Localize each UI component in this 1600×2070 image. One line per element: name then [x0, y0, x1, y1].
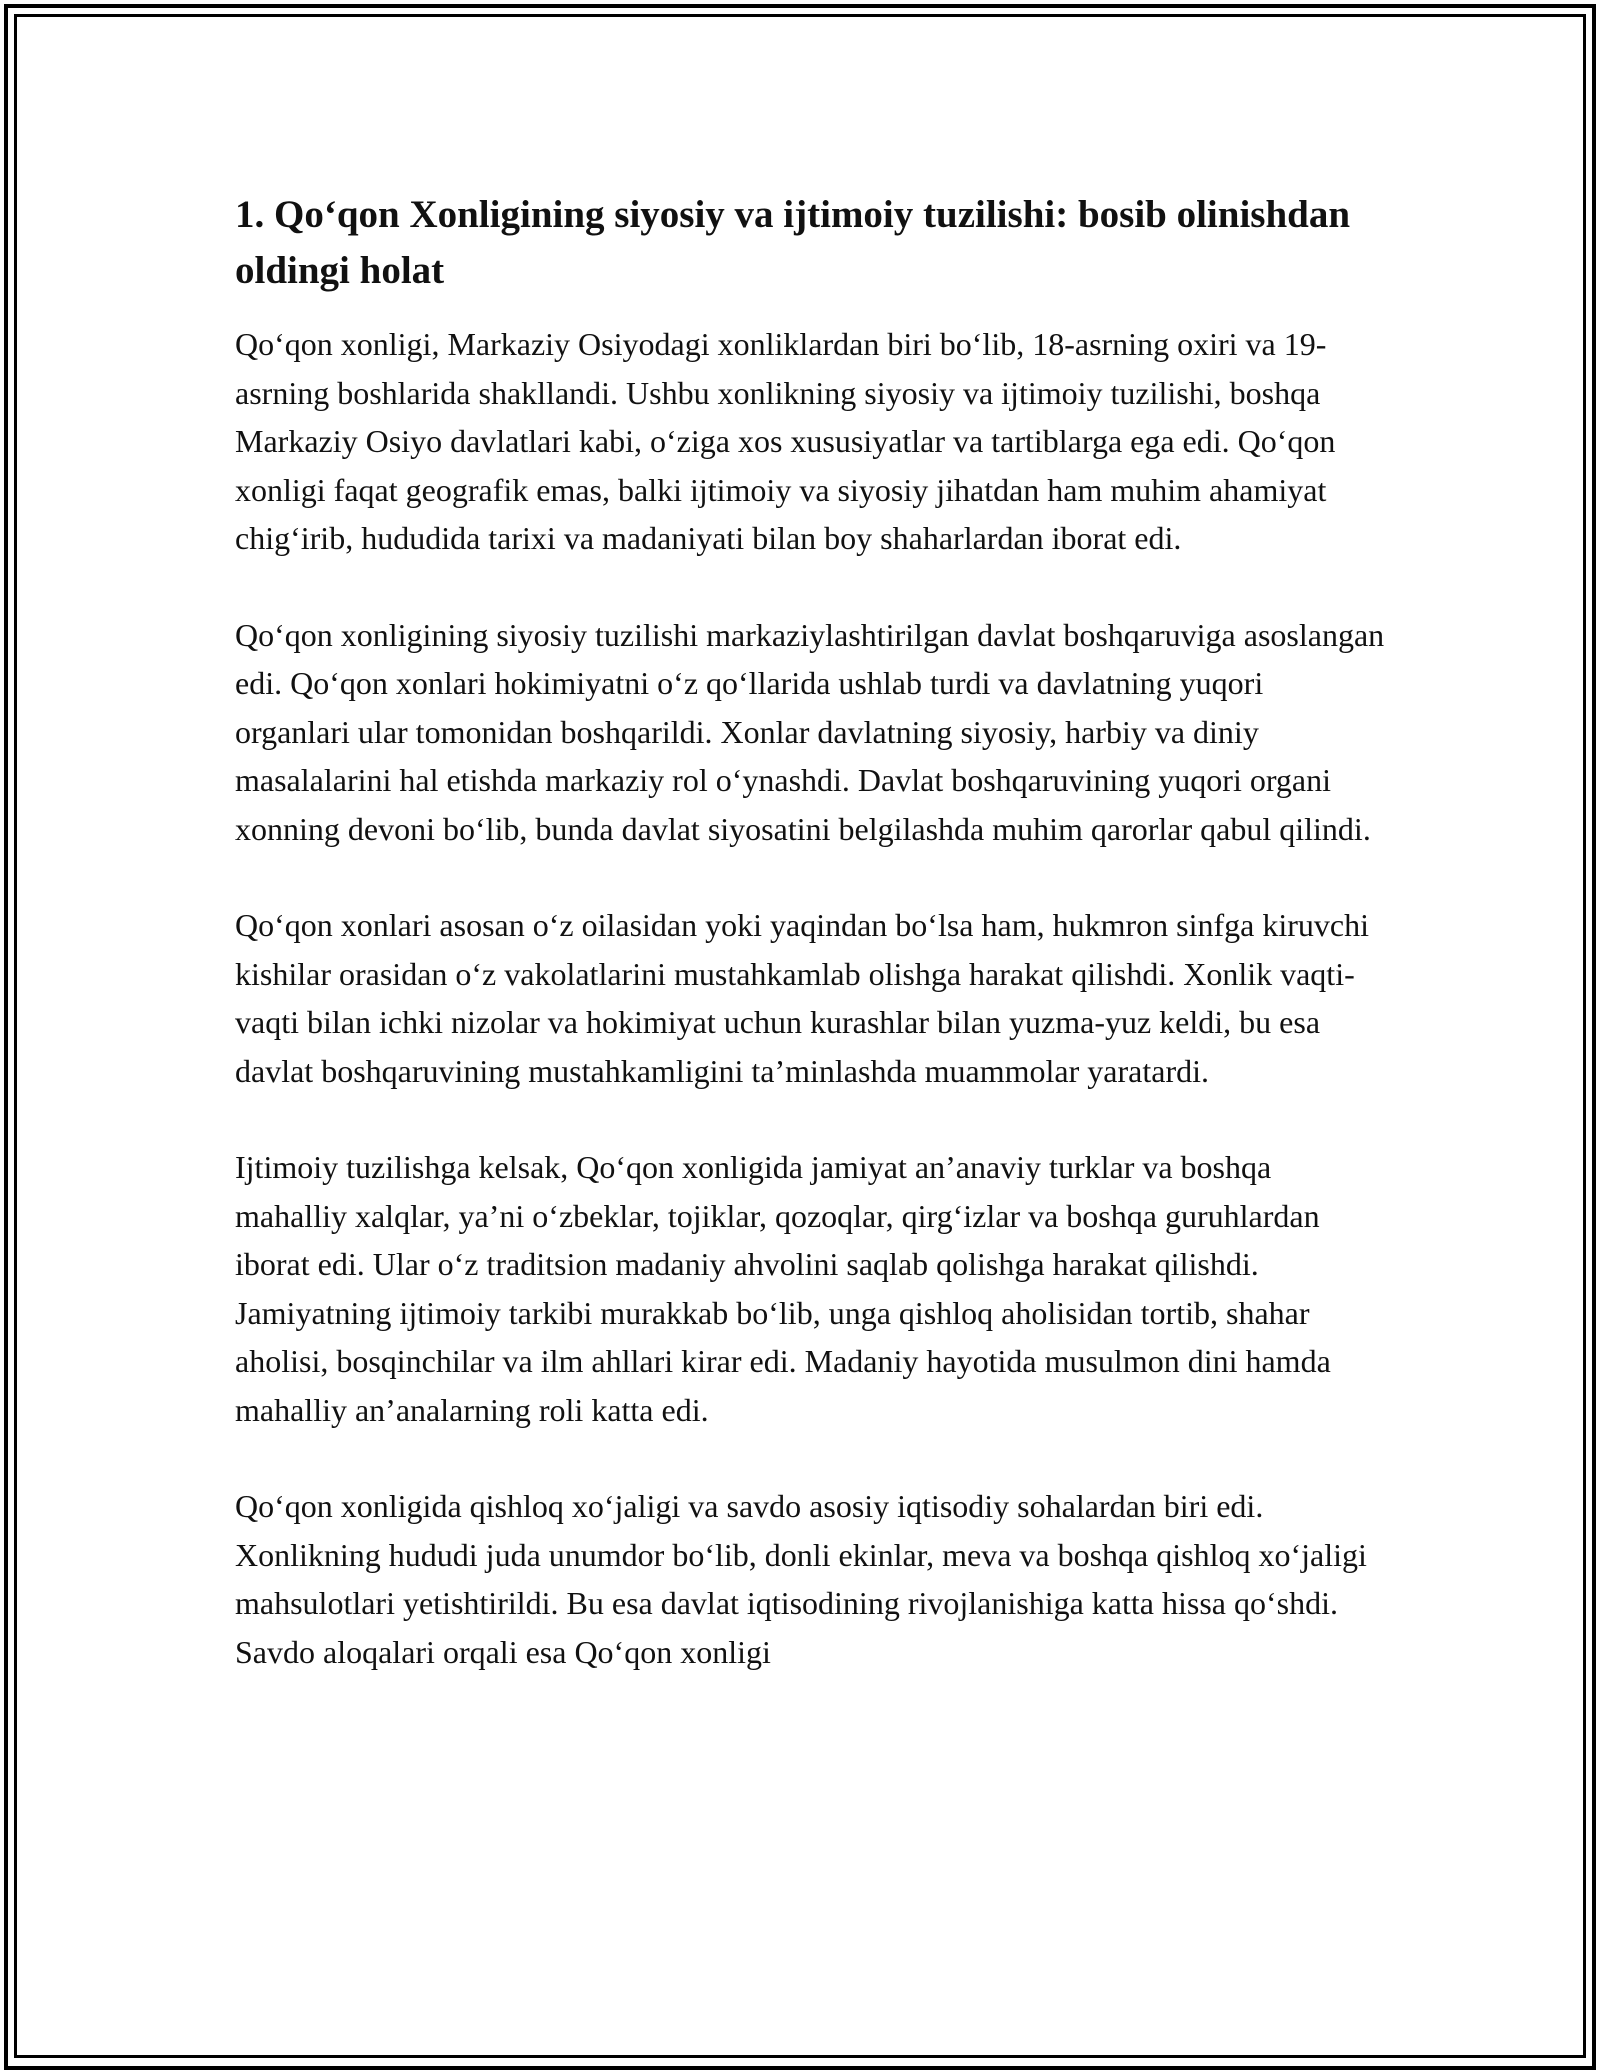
- paragraph: Qo‘qon xonligi, Markaziy Osiyodagi xonliklardan biri bo‘lib, 18-asrning oxiri va 19-asrning boshlarida shakllandi. Ushbu xonlikning siyosiy va ijtimoiy tuzilishi, boshqa Markaziy Osiyo davlatlari kabi, o‘ziga xos xususiyatlar va tartiblarga ega edi. Qo‘qon xonligi faqat geografik emas, balki ijtimoiy va siyosiy jihatdan ham muhim ahamiyat chig‘irib, hududida tarixi va madaniyati bilan boy shaharlardan iborat edi.: [235, 326, 1336, 556]
- paragraph: Qo‘qon xonlari asosan o‘z oilasidan yoki yaqindan bo‘lsa ham, hukmron sinfga kiruvchi kishilar orasidan o‘z vakolatlarini mustahkamlab olishga harakat qilishdi. Xonlik vaqti-vaqti bilan ichki nizolar va hokimiyat uchun kurashlar bilan yuzma-yuz keldi, bu esa davlat boshqaruvining mustahkamligini ta’minlashda muammolar yaratardi.: [235, 907, 1369, 1089]
- section-heading: 1. Qo‘qon Xonligining siyosiy va ijtimoiy tuzilishi: bosib olinishdan oldingi holat: [235, 193, 1351, 292]
- paragraph: Qo‘qon xonligida qishloq xo‘jaligi va savdo asosiy iqtisodiy sohalardan biri edi. Xonlikning hududi juda unumdor bo‘lib, donli ekinlar, meva va boshqa qishloq xo‘jaligi mahsulotlari yetishtirildi. Bu esa davlat iqtisodining rivojlanishiga katta hissa qo‘shdi. Savdo aloqalari orqali esa Qo‘qon xonligi: [235, 1488, 1367, 1670]
- paragraph: Ijtimoiy tuzilishga kelsak, Qo‘qon xonligida jamiyat an’anaviy turklar va boshqa mahalliy xalqlar, ya’ni o‘zbeklar, tojiklar, qozoqlar, qirg‘izlar va boshqa guruhlardan iborat edi. Ular o‘z traditsion madaniy ahvolini saqlab qolishga harakat qilishdi. Jamiyatning ijtimoiy tarkibi murakkab bo‘lib, unga qishloq aholisidan tortib, shahar aholisi, bosqinchilar va ilm ahllari kirar edi. Madaniy hayotida musulmon dini hamda mahalliy an’analarning roli katta edi.: [235, 1149, 1331, 1428]
- document-body: [235, 187, 1385, 1724]
- paragraph: Qo‘qon xonligining siyosiy tuzilishi markaziylashtirilgan davlat boshqaruviga asoslangan edi. Qo‘qon xonlari hokimiyatni o‘z qo‘llarida ushlab turdi va davlatning yuqori organlari ular tomonidan boshqarildi. Xonlar davlatning siyosiy, harbiy va diniy masalalarini hal etishda markaziy rol o‘ynashdi. Davlat boshqaruvining yuqori organi xonning devoni bo‘lib, bunda davlat siyosatini belgilashda muhim qarorlar qabul qilindi.: [235, 616, 1385, 847]
